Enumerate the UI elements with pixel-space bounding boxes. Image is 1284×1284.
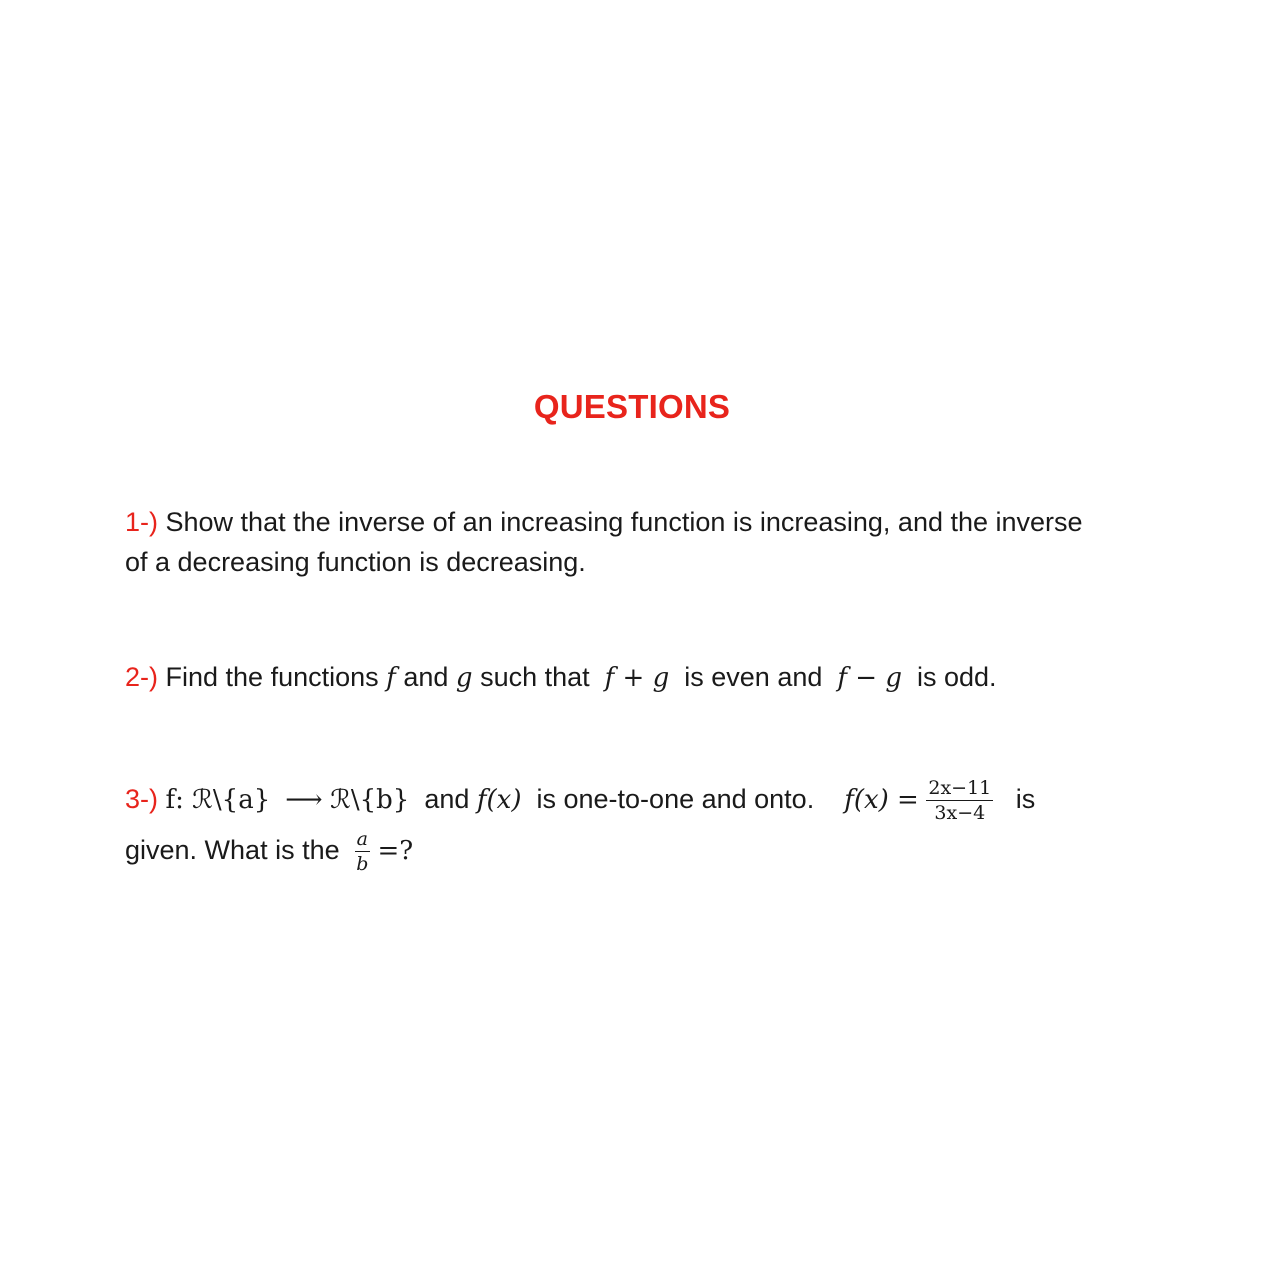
math-f: f	[386, 663, 396, 693]
question-1-line-2: of a decreasing function is decreasing.	[125, 547, 586, 577]
question-text: is even and	[684, 662, 823, 692]
question-text: Find the functions	[165, 662, 379, 692]
math-g: g	[455, 663, 473, 693]
question-text: =?	[377, 836, 414, 866]
fraction-denominator: 3x−4	[934, 801, 986, 824]
math-codomain: ℛ\{b}	[330, 785, 410, 815]
question-text: given. What is the	[125, 835, 340, 865]
math-fx-definition: f(x) =	[844, 785, 919, 815]
question-text: is	[1015, 784, 1036, 814]
question-text: and	[403, 662, 449, 692]
math-fx: f(x)	[476, 785, 522, 815]
question-text: such that	[480, 662, 590, 692]
question-3-line-2	[125, 828, 1125, 875]
fraction-a-over-b	[355, 829, 370, 875]
question-number: 1-)	[125, 507, 158, 537]
fraction-denominator: b	[356, 852, 369, 875]
fraction-numerator: a	[356, 827, 368, 850]
math-sum-expression: f + g	[604, 663, 670, 693]
question-3	[125, 770, 1125, 875]
math-arrow: ⟶	[285, 785, 323, 815]
question-text: and	[424, 784, 470, 814]
math-domain: f: ℛ\{a}	[165, 785, 271, 815]
question-1-line-1	[125, 502, 1125, 542]
question-1	[125, 502, 1125, 582]
math-difference-expression: f − g	[837, 663, 902, 693]
question-2-line	[125, 657, 1125, 698]
question-text: Show that the inverse of an increasing function is increasing, and the inverse	[165, 507, 1083, 537]
fraction-function	[926, 778, 993, 824]
question-number: 3-)	[125, 784, 158, 814]
fraction-numerator: 2x−11	[928, 776, 992, 799]
question-text: is one-to-one and onto.	[536, 784, 815, 814]
page-title: QUESTIONS	[533, 388, 731, 425]
question-2	[125, 657, 1125, 698]
question-3-line-1	[125, 770, 1125, 828]
question-number: 2-)	[125, 662, 158, 692]
question-text: is odd.	[917, 662, 997, 692]
